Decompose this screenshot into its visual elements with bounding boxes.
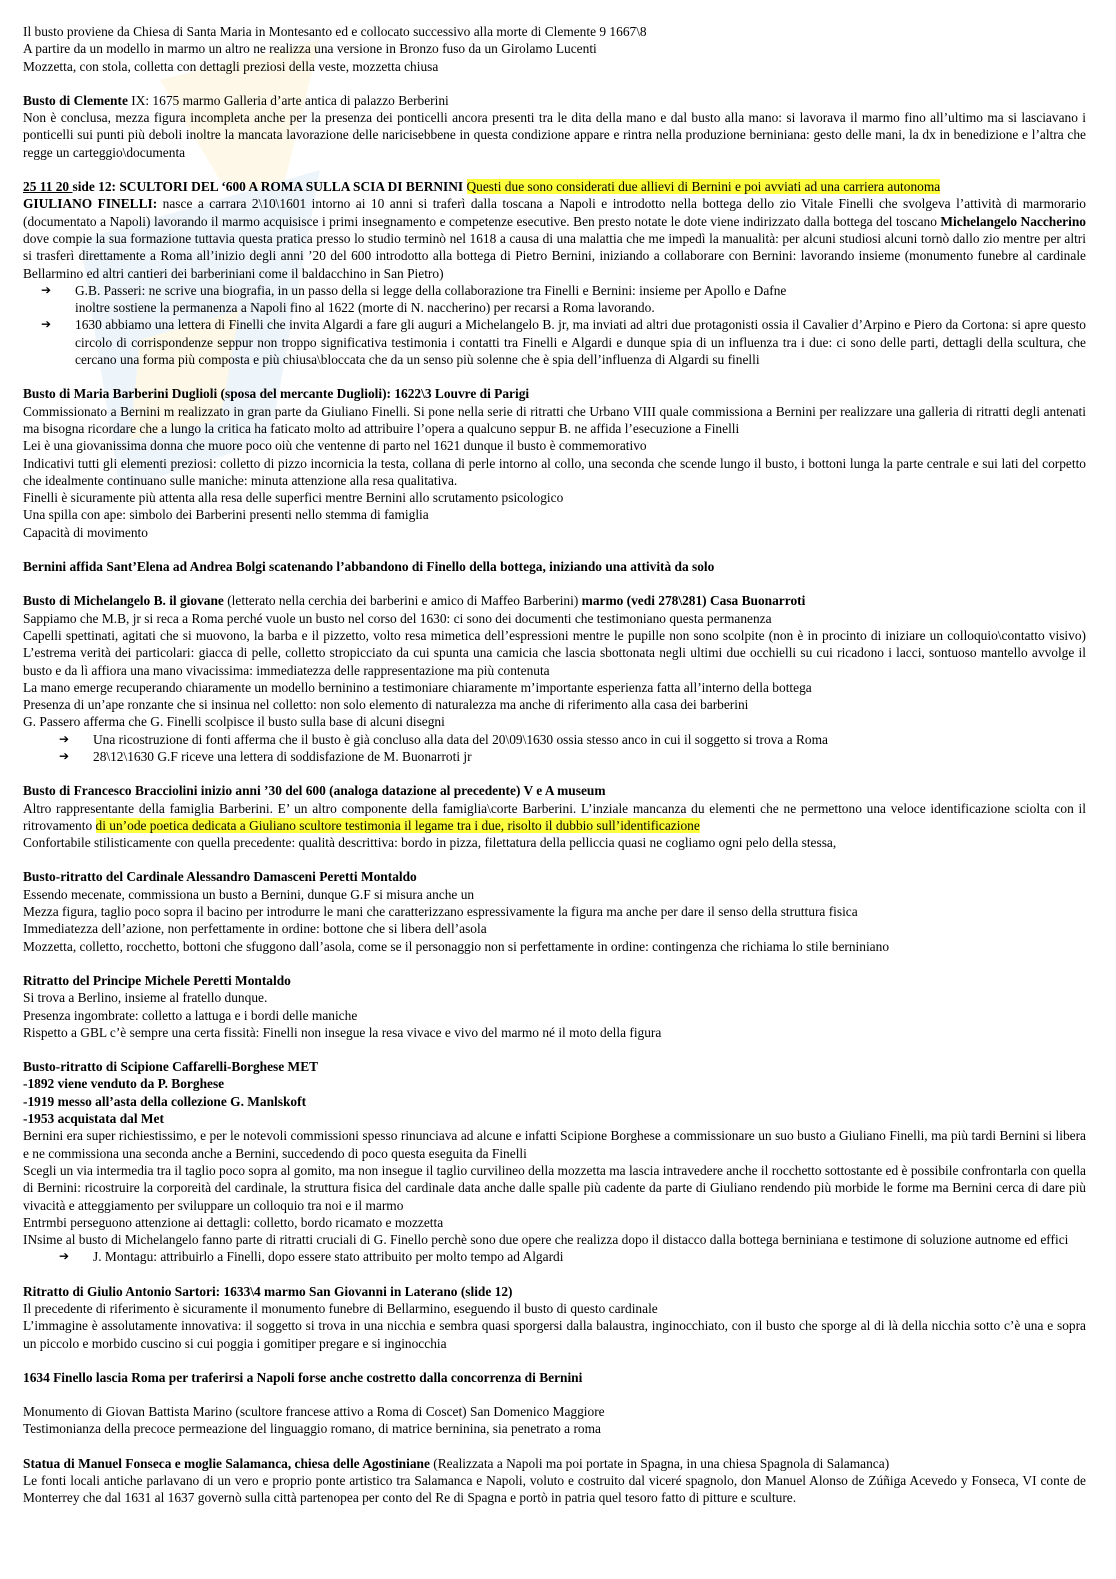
heading-rest: IX: 1675 marmo Galleria d’arte antica di palazzo Berberini xyxy=(127,92,449,108)
paragraph-text: Altro rappresentante della famiglia Barberini. E’ un altro componente della famiglia\corte Barberini. L’inziale mancanza du elementi che ne permettono una veloce identificazione sciolta con il ritrovamento xyxy=(23,800,1086,833)
section-busto-clemente xyxy=(23,92,1086,161)
section-heading xyxy=(23,92,1086,109)
bullet-item xyxy=(59,1248,1086,1265)
text-line: INsime al busto di Michelangelo fanno parte di ritratti cruciali di G. Finello perchè sono due opere che realizza dopo il distacco dalla bottega berniniana e testimone di soluzione autnome ed effici xyxy=(23,1232,1069,1248)
text-line: Presenza di un’ape ronzante che si insinua nel colletto: non solo elemento di naturalezza ma anche di riferimento alla casa dei barberini xyxy=(23,697,749,713)
bullet-text: Una ricostruzione di fonti afferma che il busto è già concluso alla data del 20\09\1630 ossia stesso anco in cui il soggetto si trova a Roma xyxy=(93,731,828,747)
provenance-line: -1892 viene venduto da P. Borghese xyxy=(23,1076,225,1092)
intro-section xyxy=(23,23,1086,75)
bullet-text: J. Montagu: attribuirlo a Finelli, dopo essere stato attribuito per molto tempo ad Algardi xyxy=(93,1249,564,1265)
heading-bold: Busto di Michelangelo B. il giovane xyxy=(23,593,224,609)
section-fonseca xyxy=(23,1455,1086,1507)
provenance-line: -1919 messo all’asta della collezione G. Manlskoft xyxy=(23,1093,307,1109)
section-sant-elena xyxy=(23,558,1086,575)
text-line: A partire da un modello in marmo un altro ne realizza una versione in Bronzo fuso da un Girolamo Lucenti xyxy=(23,41,597,57)
paragraph-text: dove compie la sua formazione tuttavia questa pratica presso lo studio terminò nel 1618 a causa di una malattia che me impedì la manualità: per alcuni studiosi alcuni tornò dallo zio mentre per altri si trasferì direttamente a Roma all’inizio degli anni ’20 del 600 introdotto alla bottega di Pietro Bernini, iniziando a collaborare con Bernini: lavorando insieme (monumento funebre al cardinale Bellarmino ed altri cantieri dei barberiniani come il baldacchino in San Pietro) xyxy=(23,230,1086,281)
text-line: Mozzetta, con stola, colletta con dettagli preziosi della veste, mozzetta chiusa xyxy=(23,58,439,74)
heading-bold: Statua di Manuel Fonseca e moglie Salamanca, chiesa delle Agostiniane xyxy=(23,1455,430,1471)
text-line: Il busto proviene da Chiesa di Santa Maria in Montesanto ed e collocato successivo alla morte di Clemente 9 1667\8 xyxy=(23,24,647,39)
section-michelangelo-giovane xyxy=(23,592,1086,765)
section-scipione-borghese xyxy=(23,1058,1086,1266)
right-arrow-icon: ➔ xyxy=(59,731,70,746)
section-principe-michele xyxy=(23,972,1086,1041)
bullet-text: inoltre sostiene la permanenza a Napoli fino al 1622 (morte di N. naccherino) per recarsi a Roma lavorando. xyxy=(75,300,655,316)
teacher-name: Michelangelo Naccherino xyxy=(940,213,1086,229)
text-line: Presenza ingombrate: colletto a lattuga e i bordi delle maniche xyxy=(23,1007,358,1023)
section-heading: Ritratto di Giulio Antonio Sartori: 1633\4 marmo San Giovanni in Laterano (slide 12) xyxy=(23,1283,513,1299)
text-line: Si trova a Berlino, insieme al fratello dunque. xyxy=(23,990,268,1006)
section-heading: Busto di Francesco Bracciolini inizio anni ’30 del 600 (analoga datazione al precedente) V e A museum xyxy=(23,783,606,799)
bullet-item xyxy=(41,282,1086,317)
text-line: L’immagine è assolutamente innovativa: il soggetto si trova in una nicchia e sembra quasi sporgersi dalla balaustra, inginocchiato, con il busto che sporge al di là della nicchia sotto c’è una e sopra un piccolo e morbido cuscino si cui poggia i gomitiper pregare e si inginocchia xyxy=(23,1318,1086,1351)
section-heading: Bernini affida Sant’Elena ad Andrea Bolgi scatenando l’abbandono di Finello della bottega, iniziando una attività da solo xyxy=(23,559,715,575)
text-line: Mezza figura, taglio poco sopra il bacino per introdurre le mani che caratterizzano espressivamente la figura ma anche per dare il senso della struttura fisica xyxy=(23,904,858,920)
text-line: Mozzetta, colletto, rocchetto, bottoni che sfuggono dall’asola, come se il personaggio non si perfettamente in ordine: contingenza che richiama lo stile berniniano xyxy=(23,938,890,954)
text-line: Capacità di movimento xyxy=(23,524,148,540)
paragraph xyxy=(23,800,1086,835)
section-heading: Busto-ritratto di Scipione Caffarelli-Borghese MET xyxy=(23,1059,319,1075)
provenance-line: -1953 acquistata dal Met xyxy=(23,1111,164,1127)
text-line: La mano emerge recuperando chiaramente un modello berninino a testimoniare chiaramente m’importante esperienza fatta all’interno della bottega xyxy=(23,679,812,695)
highlighted-note: Questi due sono considerati due allievi di Bernini e poi avviati ad una carriera autonoma xyxy=(466,179,941,195)
right-arrow-icon: ➔ xyxy=(59,1249,70,1264)
text-line: Il precedente di riferimento è sicuramente il monumento funebre di Bellarmino, eseguendo il busto di questo cardinale xyxy=(23,1301,658,1316)
heading-tail: marmo (vedi 278\281) Casa Buonarroti xyxy=(578,593,806,609)
bullet-item xyxy=(59,748,1086,765)
right-arrow-icon: ➔ xyxy=(41,317,52,332)
slide-title: side 12: SCULTORI DEL ‘600 A ROMA SULLA SCIA DI BERNINI xyxy=(72,179,467,195)
text-line: Sappiamo che M.B, jr si reca a Roma perché vuole un busto nel corso del 1630: ci sono dei documenti che testimoniano questa permanenza xyxy=(23,610,772,626)
text-line: G. Passero afferma che G. Finelli scolpisce il busto sulla base di alcuni disegni xyxy=(23,714,445,730)
section-heading xyxy=(23,592,1086,609)
right-arrow-icon: ➔ xyxy=(41,282,52,297)
artist-name: GIULIANO FINELLI: xyxy=(23,196,158,212)
paragraph xyxy=(23,195,1086,281)
section-heading: 1634 Finello lascia Roma per traferirsi a Napoli forse anche costretto dalla concorrenza di Bernini xyxy=(23,1369,583,1385)
date-label: 25 11 20 xyxy=(23,179,73,195)
text-line: Testimonianza della precoce permeazione del linguaggio romano, di matrice berninina, sia penetrato a roma xyxy=(23,1421,601,1437)
text-line: Indicativi tutti gli elementi preziosi: colletto di pizzo incornicia la testa, collana di perle intorno al collo, una seconda che scende lungo il busto, i bottoni lunga la parte centrale e sui lati del corpetto che idealmente continuano sulle maniche: minuta attenzione alla resa qualitativa. xyxy=(23,455,1086,488)
text-line: Bernini era super richiestissimo, e per le notevoli commissioni spesso rinunciava ad alcune e infatti Scipione Borghese a commissionare un suo busto a Giuliano Finelli, ma più tardi Bernini si libera e ne commissiona una seconda anche a Bernini, succedendo di poco questa eseguita da Finelli xyxy=(23,1128,1086,1161)
section-heading: Ritratto del Principe Michele Peretti Montaldo xyxy=(23,972,291,988)
section-monumento-marino xyxy=(23,1403,1086,1438)
bullet-text: 28\12\1630 G.F riceve una lettera di soddisfazione de M. Buonarroti jr xyxy=(93,748,472,764)
right-arrow-icon: ➔ xyxy=(59,748,70,763)
section-maria-barberini xyxy=(23,385,1086,541)
paragraph: Le fonti locali antiche parlavano di un vero e proprio ponte artistico tra Salamanca e Napoli, voluto e costruito dal viceré spagnolo, don Manuel Alonso de Zúñiga Acevedo y Fonseca, VI conte de Monterrey che dal 1631 al 1637 governò sulla città partenopea per conto del Re di Spagna e portò in patria quel tesoro fatto di pitture e sculture. xyxy=(23,1473,1086,1506)
text-line: Monumento di Giovan Battista Marino (scultore francese attivo a Roma di Coscet) San Domenico Maggiore xyxy=(23,1404,605,1420)
text-line: Scegli un via intermedia tra il taglio poco sopra al gomito, ma non insegue il taglio curvilineo della mozzetta ma lascia intravedere anche il rocchetto sottostante ed è possibile confrontarla con quella di Bernini: ricostruire la corporeità del cardinale, la struttura fisica del cardinale data anche dalle spalle più cadente da parte di Giuliano rendendo più morbide le forme ma Bernini cerca di dare più vivacità e atteggiamento per sviluppare un colloquio tra noi e il marmo xyxy=(23,1162,1086,1213)
heading-rest: (Realizzata a Napoli ma poi portate in Spagna, in una chiesa Spagnola di Salamanca) xyxy=(429,1455,890,1471)
section-heading: Busto-ritratto del Cardinale Alessandro Damasceni Peretti Montaldo xyxy=(23,869,417,885)
text-line: Essendo mecenate, commissiona un busto a Bernini, dunque G.F si misura anche un xyxy=(23,886,475,902)
bullet-item xyxy=(41,316,1086,368)
bullet-text: 1630 abbiamo una lettera di Finelli che invita Algardi a fare gli auguri a Michelangelo B. jr, ma inviati ad altri due protagonisti ossia il Cavalier d’Arpino e Piero da Cortona: si apre questo circolo di corrispondenze seppur non troppo significativa testimonia i contatti tra Finelli e Algardi e dunque spia di un influenza tra i due: ci sono delle parti, dettagli della scultura, che cercano una forma più composta e più chiusa\bloccata che da un senso più solenne che è spia dell’influenza di Algardi su finelli xyxy=(75,317,1086,368)
section-finello-napoli xyxy=(23,1369,1086,1386)
paragraph: Non è conclusa, mezza figura incompleta anche per la presenza dei ponticelli ancora presenti tra le dita della mano e dal busto alla mano: si lavorava il marmo fino all’ultimo ma si lasciavano i ponticelli sui punti più deboli inoltre la mancata lavorazione delle naricisebbene in questa condizione appare e rintra nella produzione berniniana: gesto delle mani, la dx in benedizione e l’altra che regge un carteggio\documenta xyxy=(23,110,1086,160)
text-line: Entrmbi perseguono attenzione ai dettagli: colletto, bordo ricamato e mozzetta xyxy=(23,1214,444,1230)
text-line: Capelli spettinati, agitati che si muovono, la barba e il pizzetto, volto resa mimetica dell’espressioni mentre le pupille non sono scolpite (non è in procinto di iniziare un colloquio\contatto visivo) L’estrema verità dei particolari: giacca di pelle, colletto stropicciato da cui spunta una camicia che lascia sbottonata negli ultimi due occhielli su cui ricadono i lacci, sontuoso mantello avvolge il busto e da lì affiora una mano vivacissima: immediatezza delle rappresentazione ma più contenuta xyxy=(23,627,1086,678)
text-line: Immediatezza dell’azione, non perfettamente in ordine: bottone che si libera dell’asola xyxy=(23,921,487,937)
section-sartori xyxy=(23,1283,1086,1352)
heading-rest: (letterato nella cerchia dei barberini e amico di Maffeo Barberini) xyxy=(223,593,579,609)
heading-bold: Busto di Clemente xyxy=(23,92,128,108)
section-bracciolini xyxy=(23,782,1086,851)
text-line: Una spilla con ape: simbolo dei Barberini presenti nello stemma di famiglia xyxy=(23,507,429,523)
section-scultori-600 xyxy=(23,178,1086,368)
text-line: Finelli è sicuramente più attenta alla resa delle superfici mentre Bernini allo scrutamento psicologico xyxy=(23,490,564,506)
document-page xyxy=(23,23,1086,1507)
section-heading: Busto di Maria Barberini Duglioli (sposa del mercante Duglioli): 1622\3 Louvre di Parigi xyxy=(23,386,530,402)
paragraph-text: nasce a carrara 2\10\1601 intorno ai 10 anni si traferì dalla toscana a Napoli e introdotto nella bottega dello zio Vitale Finelli che svolgeva l’attività di marmorario (documentato a Napoli) lavorando il marmo acquisisce i primi insegnamento e competenze esecutive. Ben presto notate le dote viene indirizzato dalla bottega del toscano xyxy=(23,196,1086,229)
bullet-item xyxy=(59,731,1086,748)
text-line: Rispetto a GBL c’è sempre una certa fissità: Finelli non insegue la resa vivace e vivo del marmo né il moto della figura xyxy=(23,1024,662,1040)
bullet-text: G.B. Passeri: ne scrive una biografia, in un passo della si legge della collaborazione tra Finelli e Bernini: insieme per Apollo e Dafne xyxy=(75,282,787,298)
text-line: Lei è una giovanissima donna che muore poco oiù che ventenne di parto nel 1621 dunque il busto è commemorativo xyxy=(23,438,647,454)
text-line: Confortabile stilisticamente con quella precedente: qualità descrittiva: bordo in pizza, filettatura della pelliccia quasi ne cogliamo ogni pelo della stessa, xyxy=(23,835,837,851)
highlighted-note: di un’ode poetica dedicata a Giuliano scultore testimonia il legame tra i due, risolto il dubbio sull’identificazione xyxy=(95,817,700,833)
text-line: Commissionato a Bernini m realizzato in gran parte da Giuliano Finelli. Si pone nella serie di ritratti che Urbano VIII quale commissiona a Bernini per realizzare una galleria di ritratti degli antenati ma bisogna ricordare che a lungo la critica ha faticato molto ad attribuire l’opera a qualcuno seppur B. ne affida l’esecuzione a Finelli xyxy=(23,403,1086,436)
section-cardinale-peretti xyxy=(23,868,1086,954)
section-heading xyxy=(23,178,1086,195)
section-heading xyxy=(23,1455,1086,1472)
